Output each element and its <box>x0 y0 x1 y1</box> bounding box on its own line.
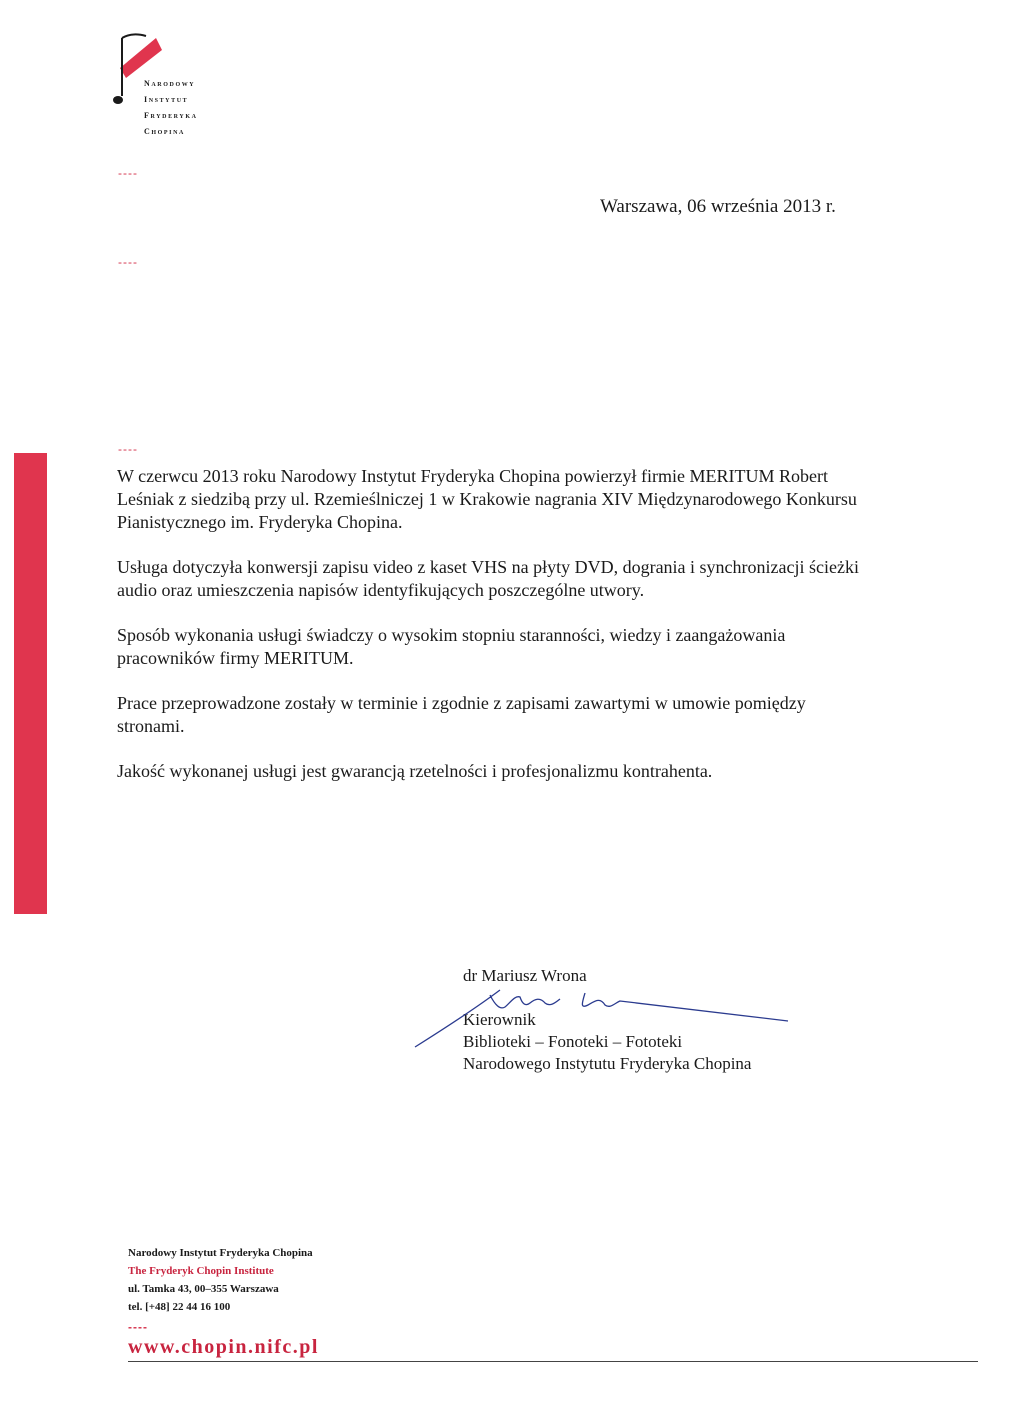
body-paragraph: Jakość wykonanej usługi jest gwarancją rzetelności i profesjonalizmu kontrahenta. <box>117 761 713 781</box>
institute-logo <box>108 28 218 138</box>
signatory-title: Biblioteki – Fonoteki – Fototeki <box>463 1032 683 1051</box>
red-margin-bar <box>14 453 47 914</box>
red-dash-marker: ---- <box>118 442 138 456</box>
footer-org-en: The Fryderyk Chopin Institute <box>128 1265 274 1277</box>
body-paragraph: W czerwcu 2013 roku Narodowy Instytut Fryderyka Chopina powierzył firmie MERITUM Robert Leśniak z siedzibą przy ul. Rzemieślniczej 1 w Krakowie nagrania XIV Międzynarodowego Konkursu Pianistycznego im. Fryderyka Chopina. <box>117 466 857 532</box>
logo-line: Fryderyka <box>144 111 198 120</box>
logo-line: Instytut <box>144 95 189 104</box>
red-dash-marker: ---- <box>128 1320 148 1334</box>
red-dash-marker: ---- <box>118 166 138 180</box>
footer-phone: tel. [+48] 22 44 16 100 <box>128 1301 231 1313</box>
letter-date: Warszawa, 06 września 2013 r. <box>600 196 836 217</box>
signatory-name: dr Mariusz Wrona <box>463 966 587 985</box>
body-paragraph: Prace przeprowadzone zostały w terminie i zgodnie z zapisami zawartymi w umowie pomiędzy stronami. <box>117 693 806 736</box>
footer-address: ul. Tamka 43, 00–355 Warszawa <box>128 1283 279 1295</box>
footer-org-pl: Narodowy Instytut Fryderyka Chopina <box>128 1247 313 1259</box>
footer <box>128 1244 319 1356</box>
signatory-title: Kierownik <box>463 1010 536 1029</box>
letter-body <box>117 465 862 805</box>
signatory-title: Narodowego Instytutu Fryderyka Chopina <box>463 1054 752 1073</box>
footer-divider <box>128 1361 978 1362</box>
logo-line: Chopina <box>144 127 185 136</box>
logo-line: Narodowy <box>144 79 196 88</box>
body-paragraph: Sposób wykonania usługi świadczy o wysokim stopniu staranności, wiedzy i zaangażowania pracowników firmy MERITUM. <box>117 625 786 668</box>
logo-wordmark <box>144 76 198 140</box>
footer-website-link[interactable]: www.chopin.nifc.pl <box>128 1336 319 1358</box>
handwritten-signature <box>410 985 800 1055</box>
red-dash-marker: ---- <box>118 255 138 269</box>
body-paragraph: Usługa dotyczyła konwersji zapisu video z kaset VHS na płyty DVD, dogrania i synchronizacji ścieżki audio oraz umieszczenia napisów identyfikujących poszczególne utwory. <box>117 557 859 600</box>
